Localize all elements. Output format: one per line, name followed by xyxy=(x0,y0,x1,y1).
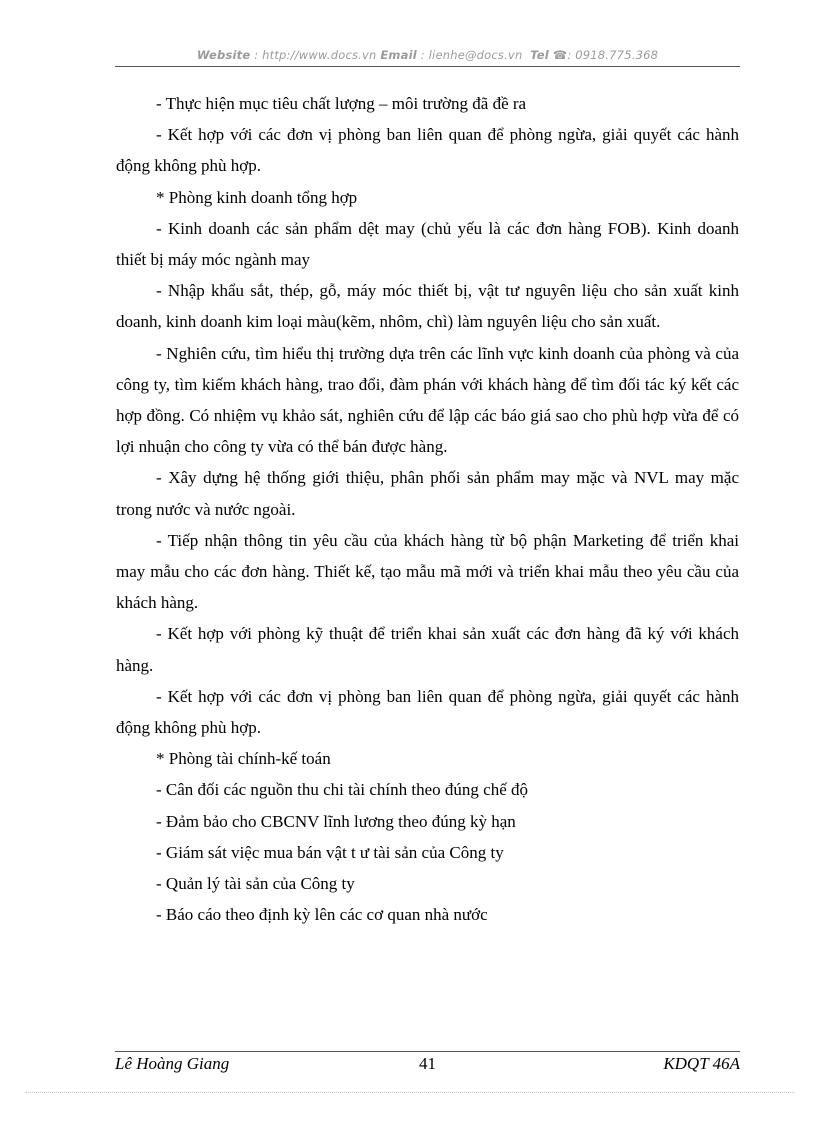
website-url[interactable]: http://www.docs.vn xyxy=(262,48,377,62)
page-body xyxy=(116,88,739,930)
paragraph: - Kết hợp với phòng kỹ thuật để triển khai sản xuất các đơn hàng đã ký với khách hàng. xyxy=(116,624,739,675)
paragraph: - Nghiên cứu, tìm hiểu thị trường dựa trên các lĩnh vực kinh doanh của phòng và của công ty, tìm kiếm khách hàng, trao đổi, đàm phán với khách hàng để tìm đối tác ký kết các hợp đồng. Có nhiệm vụ khảo sát, nghiên cứu để lập các báo giá sao cho phù hợp vừa để có lợi nhuận cho công ty vừa có thể bán được hàng. xyxy=(116,343,739,457)
paragraph: - Quản lý tài sản của Công ty xyxy=(156,874,355,894)
paragraph: - Nhập khẩu sắt, thép, gỗ, máy móc thiết bị, vật tư nguyên liệu cho sản xuất kinh doanh, kinh doanh kim loại màu(kẽm, nhôm, chì) làm nguyên liệu cho sản xuất. xyxy=(116,281,739,332)
page-footer xyxy=(115,1054,740,1078)
email-label: Email xyxy=(380,48,417,62)
page-header xyxy=(115,48,740,62)
website-sep: : xyxy=(250,48,263,62)
section-heading: * Phòng tài chính-kế toán xyxy=(156,749,331,769)
paragraph: - Đảm bảo cho CBCNV lĩnh lương theo đúng kỳ hạn xyxy=(156,811,516,831)
email-sep: : xyxy=(416,48,429,62)
paragraph: - Kết hợp với các đơn vị phòng ban liên quan để phòng ngừa, giải quyết các hành động không phù hợp. xyxy=(116,686,739,738)
section-heading: * Phòng kinh doanh tổng hợp xyxy=(156,187,358,207)
footer-class-code: KDQT 46A xyxy=(663,1054,740,1073)
website-label: Website xyxy=(196,48,251,62)
footer-author: Lê Hoàng Giang xyxy=(115,1054,230,1073)
tel-label: Tel xyxy=(530,48,549,62)
paragraph: - Cân đối các nguồn thu chi tài chính theo đúng chế độ xyxy=(156,780,529,800)
paragraph: - Kinh doanh các sản phẩm dệt may (chủ yếu là các đơn hàng FOB). Kinh doanh thiết bị máy móc ngành may xyxy=(116,218,739,270)
header-divider xyxy=(115,66,740,67)
paragraph: - Thực hiện mục tiêu chất lượng – môi trường đã đề ra xyxy=(156,94,527,113)
paragraph: - Báo cáo theo định kỳ lên các cơ quan nhà nước xyxy=(156,905,488,925)
telephone-icon: ☎ xyxy=(552,48,568,62)
paragraph: - Xây dựng hệ thống giới thiệu, phân phối sản phẩm may mặc và NVL may mặc trong nước và nước ngoài. xyxy=(116,468,739,519)
tel-number: : 0918.775.368 xyxy=(567,48,659,62)
paragraph: - Kết hợp với các đơn vị phòng ban liên quan để phòng ngừa, giải quyết các hành động không phù hợp. xyxy=(116,125,739,176)
page-bottom-dotted-border xyxy=(25,1092,795,1093)
page-number: 41 xyxy=(419,1054,436,1073)
paragraph: - Tiếp nhận thông tin yêu cầu của khách hàng từ bộ phận Marketing để triển khai may mẫu cho các đơn hàng. Thiết kế, tạo mẫu mã mới và triển khai mẫu theo yêu cầu của khách hàng. xyxy=(116,530,739,613)
paragraph: - Giám sát việc mua bán vật t ư tài sản của Công ty xyxy=(156,842,504,862)
footer-divider xyxy=(115,1051,740,1052)
email-address[interactable]: lienhe@docs.vn xyxy=(428,48,523,62)
